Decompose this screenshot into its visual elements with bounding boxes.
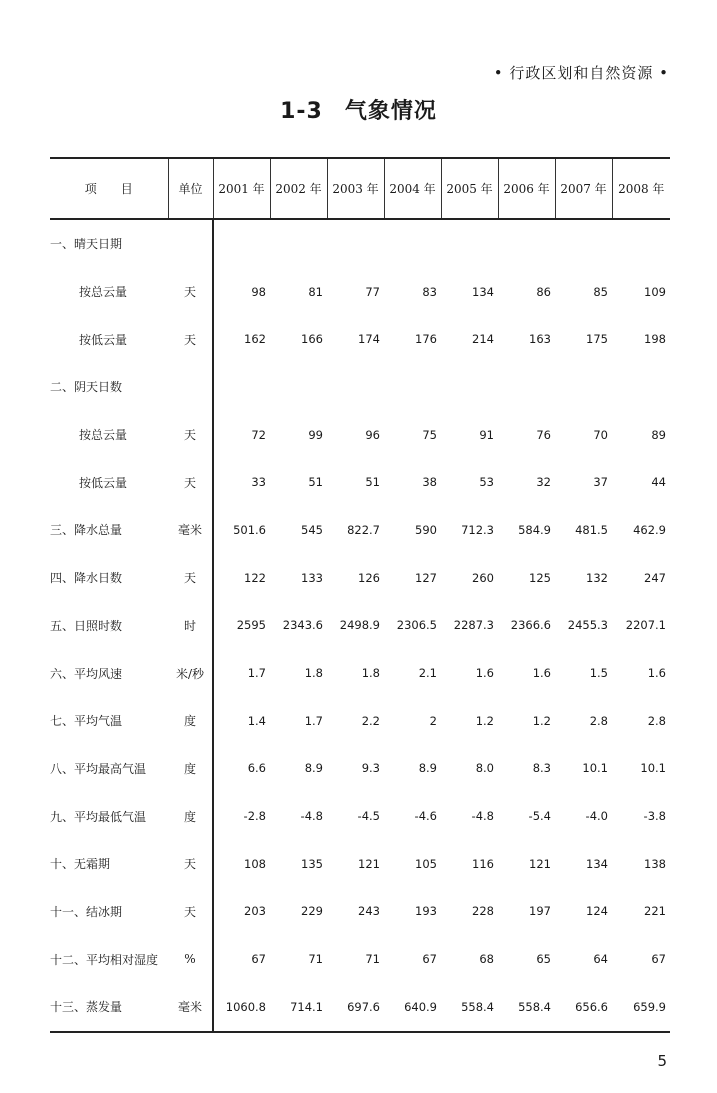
table-header-row: [50, 158, 670, 219]
table-cell: [498, 219, 555, 268]
table-title: 气象情况: [344, 99, 437, 124]
table-cell: 714.1: [290, 999, 323, 1014]
table-cell: 1.6: [647, 666, 666, 681]
table-cell: 1.7: [247, 666, 266, 681]
table-cell: [555, 363, 612, 411]
table-cell: [384, 363, 441, 411]
table-cell: 2.8: [647, 713, 666, 728]
table-cell: 109: [644, 284, 666, 299]
table-row: [50, 506, 670, 554]
table-cell: 640.9: [404, 999, 437, 1014]
table-cell: [270, 363, 327, 411]
table-cell: 67: [251, 952, 266, 967]
page-number: 5: [657, 1052, 667, 1070]
table-cell: 162: [244, 332, 266, 347]
header-year: 2006 年: [498, 158, 555, 219]
table-cell: 105: [415, 856, 437, 871]
row-item-label: 十三、蒸发量: [50, 1000, 123, 1015]
table-cell: 2366.6: [510, 618, 551, 633]
header-year: 2004 年: [384, 158, 441, 219]
header-year: 2001 年: [213, 158, 270, 219]
table-cell: 38: [422, 475, 437, 490]
table-body: [50, 219, 670, 1032]
table-cell: 9.3: [361, 761, 380, 776]
row-unit: 天: [168, 315, 213, 363]
table-cell: 2: [429, 713, 437, 728]
table-cell: 71: [365, 952, 380, 967]
header-item: 项 目: [50, 158, 168, 219]
table-cell: 99: [308, 427, 323, 442]
table-cell: [441, 363, 498, 411]
row-unit: 天: [168, 458, 213, 506]
table-cell: 656.6: [575, 999, 608, 1014]
table-cell: 135: [301, 856, 323, 871]
table-cell: [213, 363, 270, 411]
table-cell: 198: [644, 332, 666, 347]
table-cell: 1.7: [304, 713, 323, 728]
table-cell: -3.8: [643, 809, 666, 824]
header-year: 2008 年: [612, 158, 670, 219]
row-unit: 天: [168, 411, 213, 459]
table-cell: [384, 219, 441, 268]
table-cell: 2498.9: [339, 618, 380, 633]
table-cell: 132: [586, 570, 608, 585]
table-cell: -4.8: [471, 809, 494, 824]
table-cell: 75: [422, 427, 437, 442]
row-unit: %: [168, 935, 213, 983]
table-cell: 53: [479, 475, 494, 490]
table-row: [50, 935, 670, 983]
row-unit: 天: [168, 554, 213, 602]
table-cell: -2.8: [243, 809, 266, 824]
row-item-label: 按总云量: [79, 428, 128, 443]
table-cell: 228: [472, 904, 494, 919]
row-item-label: 七、平均气温: [50, 714, 123, 729]
running-header: • 行政区划和自然资源 •: [493, 64, 669, 82]
table-cell: 229: [301, 904, 323, 919]
table-cell: [555, 219, 612, 268]
table-cell: 86: [536, 284, 551, 299]
table-cell: 203: [244, 904, 266, 919]
row-unit: 度: [168, 697, 213, 745]
table-number: 1-3: [280, 99, 323, 124]
table-row: [50, 363, 670, 411]
table-cell: 70: [593, 427, 608, 442]
table-cell: 2.2: [361, 713, 380, 728]
table-row: [50, 745, 670, 793]
table-row: [50, 697, 670, 745]
table-cell: 697.6: [347, 999, 380, 1014]
table-cell: 214: [472, 332, 494, 347]
row-item-label: 六、平均风速: [50, 666, 123, 681]
header-year: 2002 年: [270, 158, 327, 219]
table-cell: 8.9: [304, 761, 323, 776]
table-cell: 32: [536, 475, 551, 490]
row-item-label: 十、无霜期: [50, 857, 111, 872]
row-unit: 度: [168, 745, 213, 793]
table-cell: [612, 219, 670, 268]
table-cell: 545: [301, 522, 323, 537]
table-row: [50, 268, 670, 316]
table-cell: 71: [308, 952, 323, 967]
table-cell: [327, 219, 384, 268]
table-cell: 121: [529, 856, 551, 871]
table-cell: 91: [479, 427, 494, 442]
row-item-label: 八、平均最高气温: [50, 761, 147, 776]
row-item-label: 按低云量: [79, 475, 128, 490]
header-year: 2007 年: [555, 158, 612, 219]
table-cell: 134: [472, 284, 494, 299]
table-cell: 116: [472, 856, 494, 871]
table-cell: 122: [244, 570, 266, 585]
table-cell: [498, 363, 555, 411]
table-cell: 822.7: [347, 522, 380, 537]
weather-table: [50, 157, 670, 1033]
table-cell: 81: [308, 284, 323, 299]
table-cell: 1060.8: [225, 999, 266, 1014]
row-unit: 天: [168, 888, 213, 936]
table-cell: 51: [308, 475, 323, 490]
table-row: [50, 554, 670, 602]
table-cell: 124: [586, 904, 608, 919]
row-item-label: 二、阴天日数: [50, 380, 123, 395]
table-cell: 133: [301, 570, 323, 585]
row-unit: [168, 363, 213, 411]
table-cell: 584.9: [518, 522, 551, 537]
table-cell: 8.9: [418, 761, 437, 776]
table-cell: 260: [472, 570, 494, 585]
table-cell: 558.4: [461, 999, 494, 1014]
table-cell: 125: [529, 570, 551, 585]
table-cell: 89: [651, 427, 666, 442]
header-year: 2003 年: [327, 158, 384, 219]
header-year: 2005 年: [441, 158, 498, 219]
table-cell: 2595: [236, 618, 266, 633]
table-cell: 659.9: [633, 999, 666, 1014]
table-cell: 175: [586, 332, 608, 347]
table-cell: 1.4: [247, 713, 266, 728]
table-row: [50, 219, 670, 268]
table-cell: 2343.6: [282, 618, 323, 633]
table-cell: 108: [244, 856, 266, 871]
table-cell: 121: [358, 856, 380, 871]
table-cell: 1.8: [304, 666, 323, 681]
table-cell: 2.8: [589, 713, 608, 728]
table-cell: 83: [422, 284, 437, 299]
table-cell: 68: [479, 952, 494, 967]
table-cell: 2287.3: [453, 618, 494, 633]
table-cell: 72: [251, 427, 266, 442]
table-cell: 1.2: [532, 713, 551, 728]
table-cell: 6.6: [247, 761, 266, 776]
table-cell: 243: [358, 904, 380, 919]
table-cell: -5.4: [528, 809, 551, 824]
table-row: [50, 649, 670, 697]
table-cell: [612, 363, 670, 411]
table-cell: 1.6: [475, 666, 494, 681]
table-cell: 64: [593, 952, 608, 967]
table-cell: 1.6: [532, 666, 551, 681]
row-item-label: 一、晴天日期: [50, 237, 123, 252]
row-unit: 度: [168, 792, 213, 840]
table-cell: 134: [586, 856, 608, 871]
table-cell: [270, 219, 327, 268]
table-row: [50, 792, 670, 840]
table-cell: 37: [593, 475, 608, 490]
table-cell: 67: [651, 952, 666, 967]
table-cell: 166: [301, 332, 323, 347]
row-item-label: 按低云量: [79, 332, 128, 347]
table-cell: 96: [365, 427, 380, 442]
table-cell: [213, 219, 270, 268]
table-row: [50, 602, 670, 650]
table-row: [50, 411, 670, 459]
table-cell: 712.3: [461, 522, 494, 537]
table-row: [50, 888, 670, 936]
row-item-label: 按总云量: [79, 285, 128, 300]
row-item-label: 九、平均最低气温: [50, 809, 147, 824]
table-cell: 193: [415, 904, 437, 919]
row-unit: [168, 219, 213, 268]
table-cell: 77: [365, 284, 380, 299]
table-cell: 462.9: [633, 522, 666, 537]
table-row: [50, 840, 670, 888]
table-cell: 2207.1: [625, 618, 666, 633]
table-cell: 481.5: [575, 522, 608, 537]
table-cell: 558.4: [518, 999, 551, 1014]
table-row: [50, 458, 670, 506]
table-row: [50, 315, 670, 363]
table-cell: -4.8: [300, 809, 323, 824]
table-cell: 33: [251, 475, 266, 490]
header-unit: 单位: [168, 158, 213, 219]
row-item-label: 四、降水日数: [50, 571, 123, 586]
row-unit: 时: [168, 602, 213, 650]
table-cell: 138: [644, 856, 666, 871]
table-cell: 51: [365, 475, 380, 490]
table-cell: 127: [415, 570, 437, 585]
table-cell: 176: [415, 332, 437, 347]
table-cell: 126: [358, 570, 380, 585]
row-item-label: 五、日照时数: [50, 618, 123, 633]
table-cell: 10.1: [582, 761, 608, 776]
table-cell: -4.6: [414, 809, 437, 824]
table-row: [50, 983, 670, 1032]
table-cell: 1.5: [589, 666, 608, 681]
table-cell: 501.6: [233, 522, 266, 537]
table-cell: 163: [529, 332, 551, 347]
table-cell: 8.3: [532, 761, 551, 776]
row-unit: 毫米: [168, 983, 213, 1032]
table-cell: 8.0: [475, 761, 494, 776]
table-cell: [327, 363, 384, 411]
table-cell: 1.2: [475, 713, 494, 728]
table-cell: [441, 219, 498, 268]
row-unit: 天: [168, 268, 213, 316]
table-cell: 67: [422, 952, 437, 967]
table-cell: 76: [536, 427, 551, 442]
table-cell: 197: [529, 904, 551, 919]
row-item-label: 十二、平均相对湿度: [50, 952, 159, 967]
table-cell: -4.5: [357, 809, 380, 824]
table-cell: 65: [536, 952, 551, 967]
row-item-label: 十一、结冰期: [50, 904, 123, 919]
table-cell: 221: [644, 904, 666, 919]
table-cell: 85: [593, 284, 608, 299]
table-cell: 2306.5: [396, 618, 437, 633]
table-cell: 44: [651, 475, 666, 490]
row-unit: 天: [168, 840, 213, 888]
table-cell: 174: [358, 332, 380, 347]
table-cell: 10.1: [640, 761, 666, 776]
row-unit: 毫米: [168, 506, 213, 554]
row-unit: 米/秒: [168, 649, 213, 697]
table-cell: 247: [644, 570, 666, 585]
table-cell: 590: [415, 522, 437, 537]
table-cell: 2.1: [418, 666, 437, 681]
row-item-label: 三、降水总量: [50, 523, 123, 538]
page-title: [0, 94, 717, 125]
table-cell: 98: [251, 284, 266, 299]
table-cell: 1.8: [361, 666, 380, 681]
table-cell: -4.0: [585, 809, 608, 824]
table-cell: 2455.3: [567, 618, 608, 633]
